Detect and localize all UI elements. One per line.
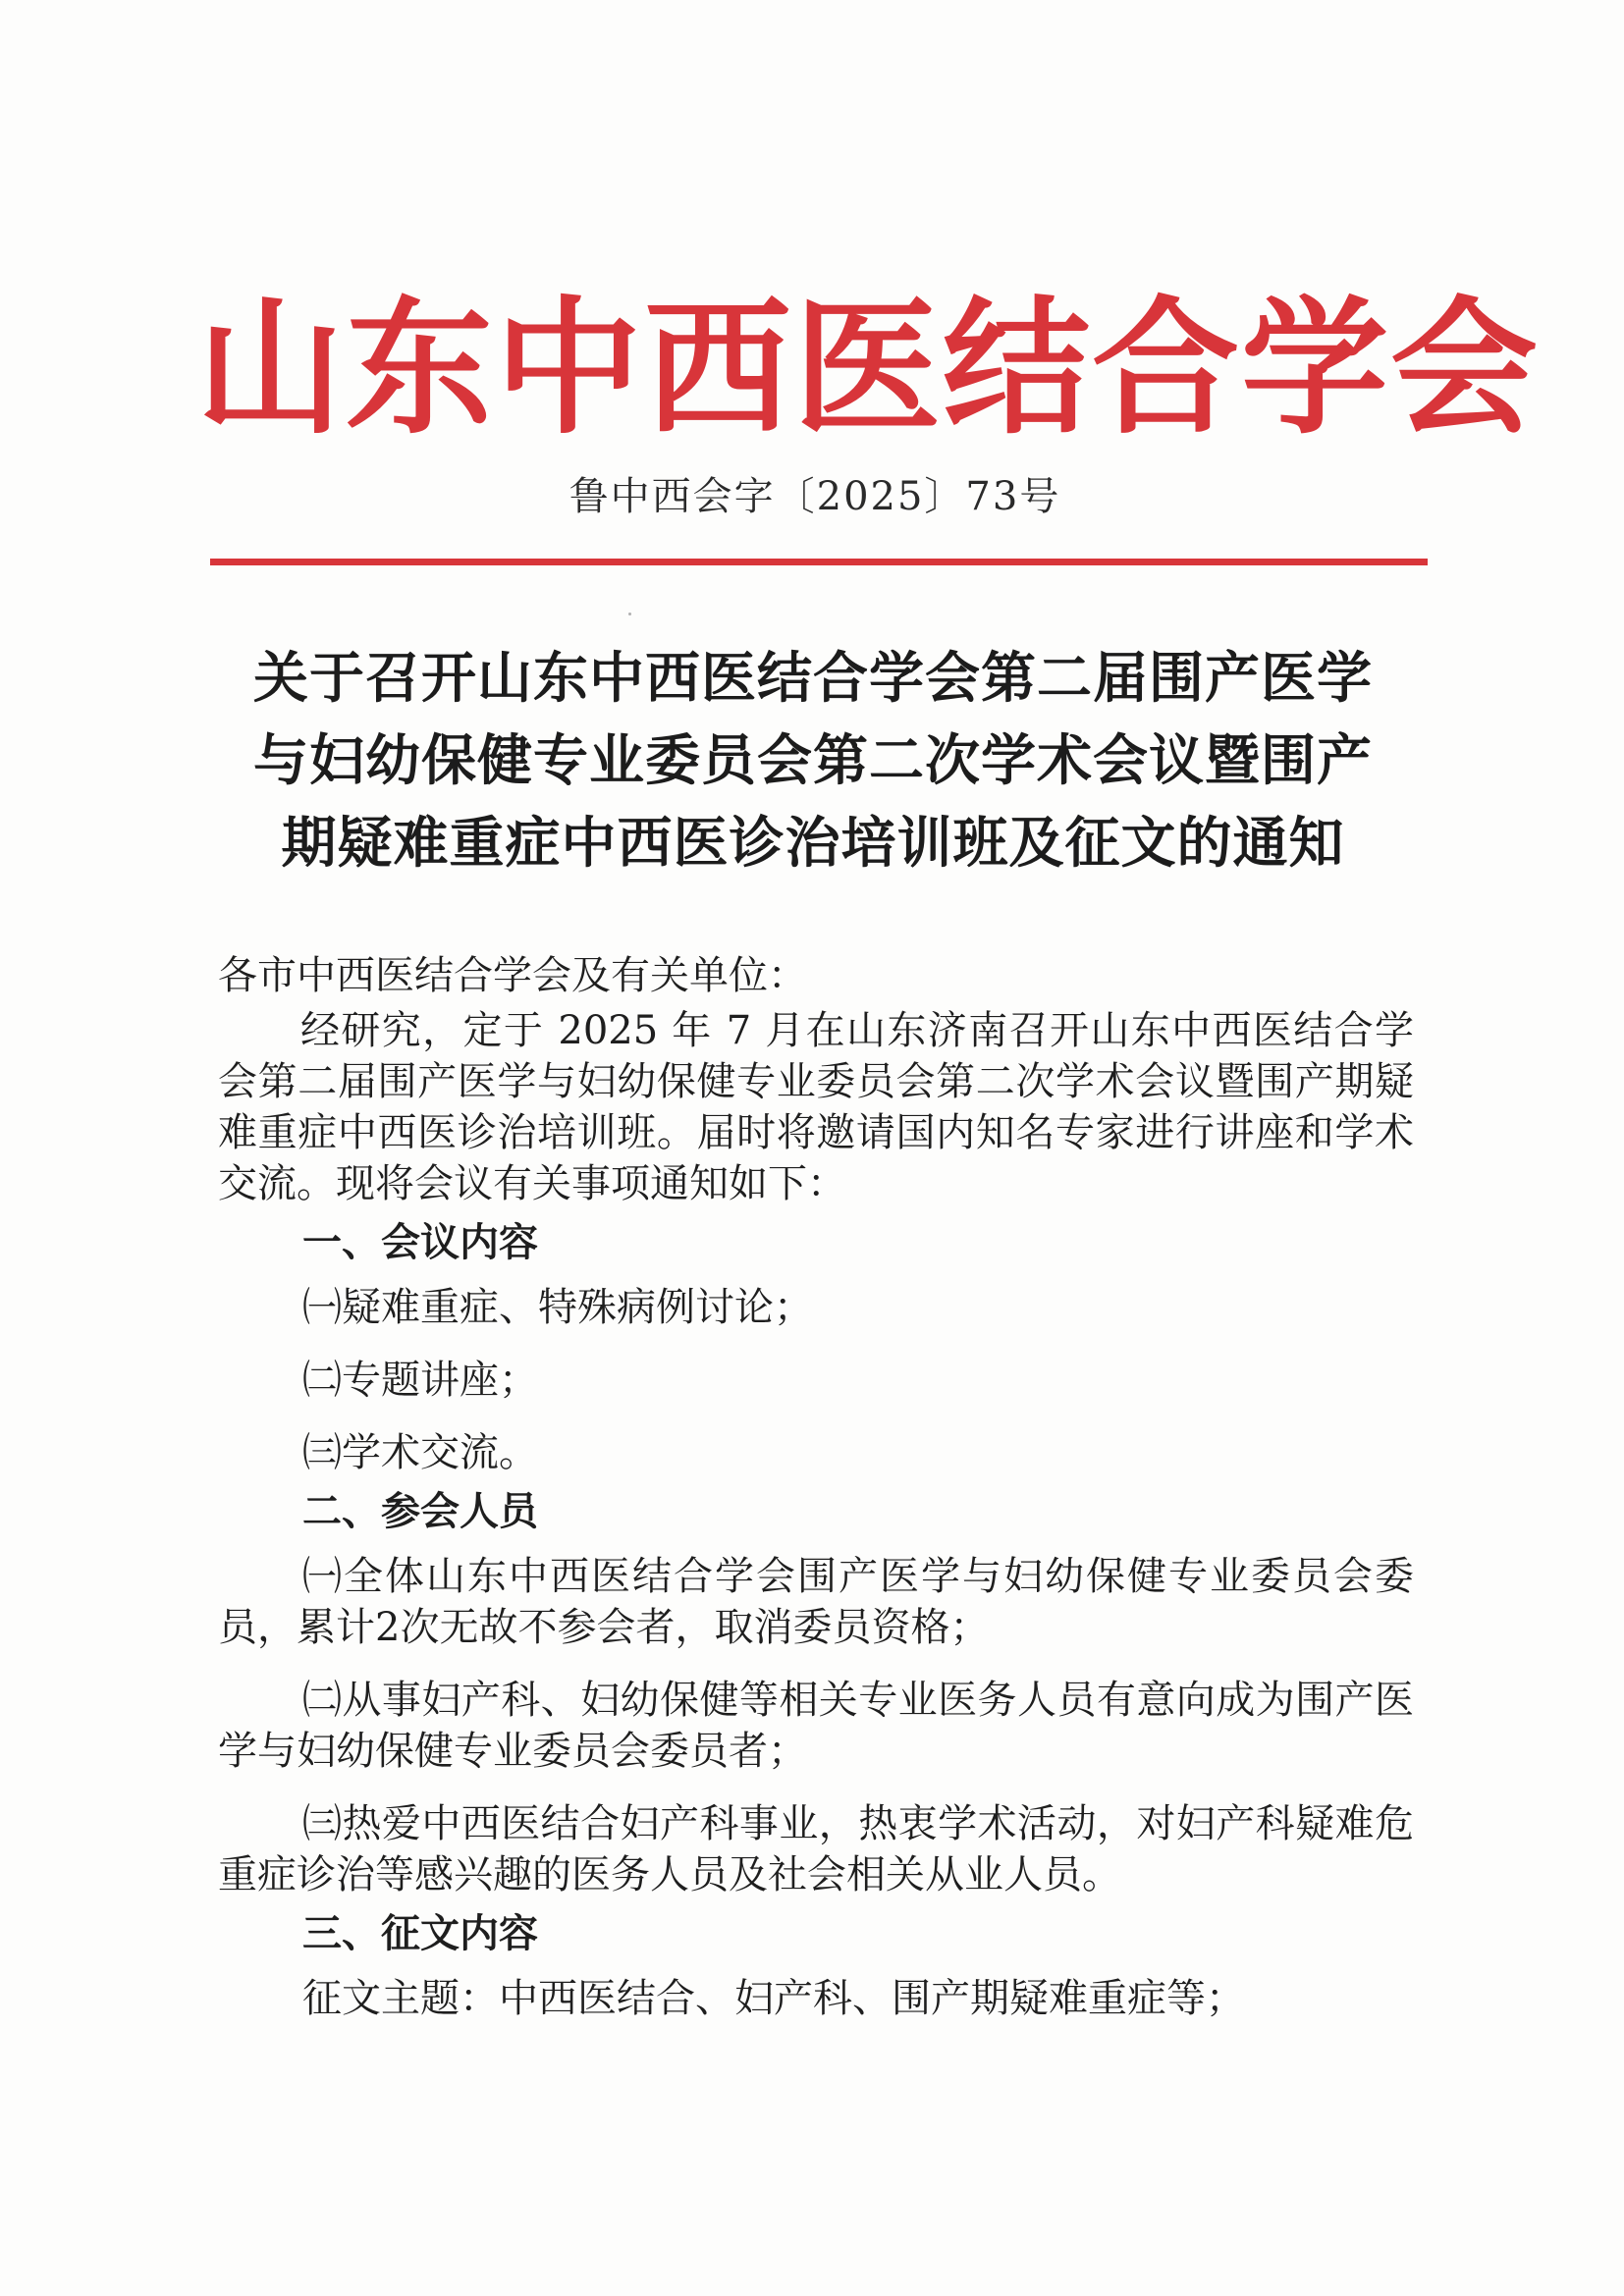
meeting-content-item: ㈠疑难重症、特殊病例讨论； xyxy=(302,1285,813,1330)
scan-speck xyxy=(628,613,631,615)
section-heading-meeting-content: 一、会议内容 xyxy=(302,1220,538,1265)
intro-paragraph: 经研究，定于 2025 年 7 月在山东济南召开山东中西医结合学会第二届围产医学与妇幼保健专业委员会第二次学术会议暨围产期疑难重症中西医诊治培训班。届时将邀请国内知名专家进行讲座和学术交流。现将会议有关事项通知如下： xyxy=(218,1008,1414,1206)
letterhead-org-name: 山东中西医结合学会 xyxy=(196,282,1541,454)
meeting-content-item: ㈡专题讲座； xyxy=(302,1358,538,1403)
attendee-item: ㈡从事妇产科、妇幼保健等相关专业医务人员有意向成为围产医学与妇幼保健专业委员会委员者； xyxy=(218,1678,1414,1774)
section-heading-call-for-papers: 三、征文内容 xyxy=(302,1911,538,1956)
letterhead-red-rule xyxy=(210,559,1428,565)
call-for-papers-item: 征文主题：中西医结合、妇产科、围产期疑难重症等； xyxy=(302,1976,1245,2021)
meeting-content-item: ㈢学术交流。 xyxy=(302,1430,538,1475)
salutation: 各市中西医结合学会及有关单位： xyxy=(218,953,807,998)
title-line: 关于召开山东中西医结合学会第二届围产医学 xyxy=(253,647,1373,711)
document-title xyxy=(206,638,1420,885)
document-body xyxy=(218,950,1414,2046)
attendee-item: ㈠全体山东中西医结合学会围产医学与妇幼保健专业委员会委员，累计2次无故不参会者，取消委员资格； xyxy=(218,1554,1414,1650)
section-heading-attendees: 二、参会人员 xyxy=(302,1489,538,1534)
attendee-item: ㈢热爱中西医结合妇产科事业，热衷学术活动，对妇产科疑难危重症诊治等感兴趣的医务人员及社会相关从业人员。 xyxy=(218,1801,1414,1897)
document-number: 鲁中西会字〔2025〕73号 xyxy=(568,474,1061,519)
title-line: 期疑难重症中西医诊治培训班及征文的通知 xyxy=(281,812,1345,876)
title-line: 与妇幼保健专业委员会第二次学术会议暨围产 xyxy=(253,729,1373,793)
